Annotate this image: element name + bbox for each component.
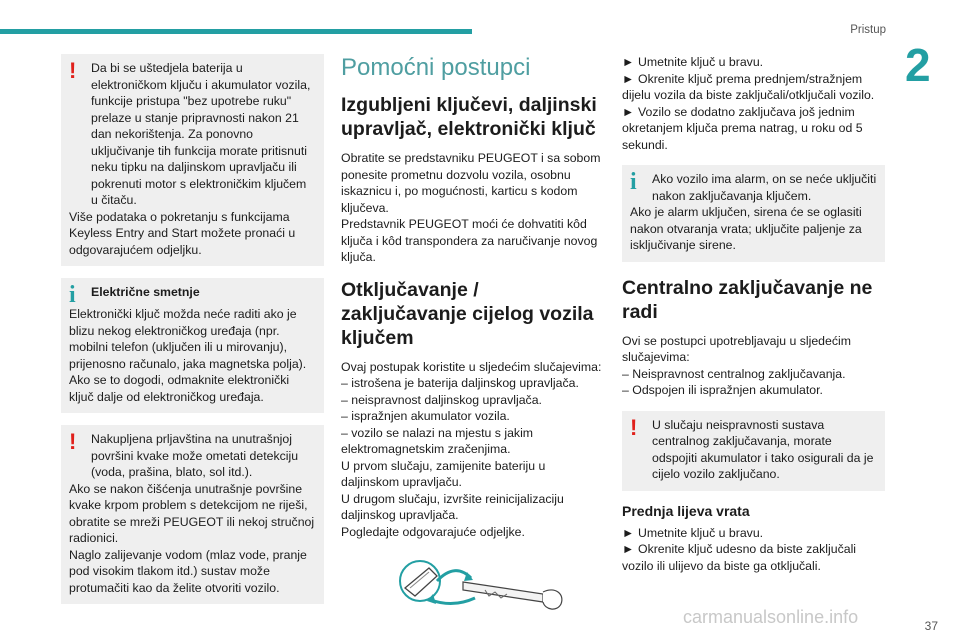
section-title: Pristup (850, 24, 886, 36)
note-text: Ako se nakon čišćenja unutrašnje površine kvake krpom problem s detekcijom ne riješi, obratite se mreži PEUGEOT ili nekoj stručnoj radionici. (69, 481, 315, 545)
note-text: Naglo zalijevanje vodom (mlaz vode, pranje pod visokim tlakom itd.) sustav može protumačiti kao da želite otvoriti vozilo. (69, 547, 307, 595)
step-item: ► Vozilo se dodatno zaključava još jednim okretanjem ključa prema natrag, u roku od 5 sekundi. (622, 104, 863, 152)
info-box-interference (61, 278, 324, 413)
column-right (622, 54, 885, 586)
lost-keys-text (341, 150, 604, 266)
arrow-right-icon: ► (622, 542, 635, 556)
note-text: Elektronički ključ možda neće raditi ako je blizu nekog elektroničkog uređaja (npr. mobilni telefon (uključen ili u mirovanju), prijenosno računalo, jaka magnetska polja). Ako se to dogodi, odmaknite elektronički ključ dalje od elektroničkog uređaja. (69, 307, 307, 404)
step-item: ► Umetnite ključ u bravu. (622, 525, 764, 540)
heading-front-left-door: Prednja lijeva vrata (622, 502, 750, 519)
key-steps (622, 54, 885, 153)
heading-central-locking: Centralno zaključavanje ne radi (622, 276, 873, 323)
paragraph-line: Ovaj postupak koristite u sljedećim slučajevima: (341, 359, 602, 374)
list-item: – Odspojen ili ispražnjen akumulator. (622, 383, 823, 397)
exclamation-icon: ! (69, 58, 77, 83)
warning-box-dirt (61, 425, 324, 604)
note-text: Ako je alarm uključen, sirena će se oglasiti nakon otvaranja vrata; uključite paljenje za isključivanje sirene. (630, 205, 862, 252)
header-accent-bar (0, 29, 472, 34)
key-in-lock-illustration (393, 552, 604, 623)
heading-key-lock: Otključavanje / zaključavanje cijelog vozila ključem (341, 278, 594, 349)
warning-box-battery-saving (61, 54, 324, 266)
note-title: Električne smetnje (91, 285, 200, 299)
list-item: – vozilo se nalazi na mjestu s jakim elektromagnetskim zračenjima. (341, 425, 534, 456)
note-text: Nakupljena prljavština na unutrašnjoj površini kvake može ometati detekciju (voda, prašina, blato, sol itd.). (91, 432, 299, 479)
key-lock-text (341, 359, 604, 541)
warning-box-disconnect-battery (622, 411, 885, 491)
note-text: Više podataka o pokretanju s funkcijama Keyless Entry and Start možete pronaći u odgovarajućem odjeljku. (69, 209, 296, 257)
note-text: Da bi se uštedjela baterija u elektroničkom ključu i akumulator vozila, funkcije pristupa "bez upotrebe ruku" prelaze u stanje pripravnosti nakon 21 dan nekorištenja. Za ponovno uključivanje tih funkcija morate pritisnuti neku tipku na daljinskom upravljaču ili pokrenuti motor s elektroničkim ključem u čitaču. (91, 61, 311, 207)
exclamation-icon: ! (69, 429, 77, 454)
info-icon: i (630, 169, 637, 195)
front-door-steps (622, 525, 885, 575)
arrow-right-icon: ► (622, 55, 635, 69)
list-item: – Neispravnost centralnog zaključavanja. (622, 366, 846, 381)
paragraph-line: Pogledajte odgovarajuće odjeljke. (341, 524, 525, 539)
info-icon: i (69, 282, 76, 308)
step-item: ► Umetnite ključ u bravu. (622, 55, 764, 69)
paragraph-line: Predstavnik PEUGEOT moći će dohvatiti kôd ključa i kôd transpondera za naručivanje novog ključa. (341, 217, 598, 264)
paragraph-line: U drugom slučaju, izvršite reinicijalizaciju daljinskog upravljača. (341, 491, 564, 522)
column-left (61, 54, 324, 616)
paragraph-line: Ovi se postupci upotrebljavaju u sljedećim slučajevima: (622, 333, 851, 364)
note-text: Ako vozilo ima alarm, on se neće uključiti nakon zaključavanja ključem. (652, 172, 877, 203)
page-section-title: Pomoćni postupci (341, 54, 531, 81)
list-item: – neispravnost daljinskog upravljača. (341, 392, 542, 407)
list-item: – istrošena je baterija daljinskog upravljača. (341, 376, 579, 390)
step-item: ► Okrenite ključ prema prednjem/stražnjem dijelu vozila da biste zaključali/otključali vozilo. (622, 71, 875, 102)
note-text: U slučaju neispravnosti sustava centralnog zaključavanja, morate odspojiti akumulator i tako osigurali da je cijelo vozilo zaključano. (652, 417, 874, 481)
step-item: ► Okrenite ključ udesno da biste zaključali vozilo ili ulijevo da biste ga otključali. (622, 542, 857, 573)
chapter-number: 2 (905, 39, 931, 91)
exclamation-icon: ! (630, 414, 638, 440)
paragraph-line: U prvom slučaju, zamijenite bateriju u daljinskom upravljaču. (341, 458, 546, 489)
column-middle (341, 54, 604, 623)
page-number: 37 (924, 619, 938, 633)
list-item: – ispražnjen akumulator vozila. (341, 409, 510, 423)
watermark-text: carmanualsonline.info (683, 607, 859, 627)
paragraph-line: Obratite se predstavniku PEUGEOT i sa sobom ponesite prometnu dozvolu vozila, osobnu iskaznicu i, po mogućnosti, karticu s kodom ključeva. (341, 151, 601, 215)
arrow-right-icon: ► (622, 104, 635, 119)
central-locking-text (622, 333, 885, 399)
info-box-alarm (622, 165, 885, 262)
heading-lost-keys: Izgubljeni ključevi, daljinski upravljač, elektronički ključ (341, 94, 597, 140)
arrow-right-icon: ► (622, 71, 635, 86)
arrow-right-icon: ► (622, 525, 635, 540)
